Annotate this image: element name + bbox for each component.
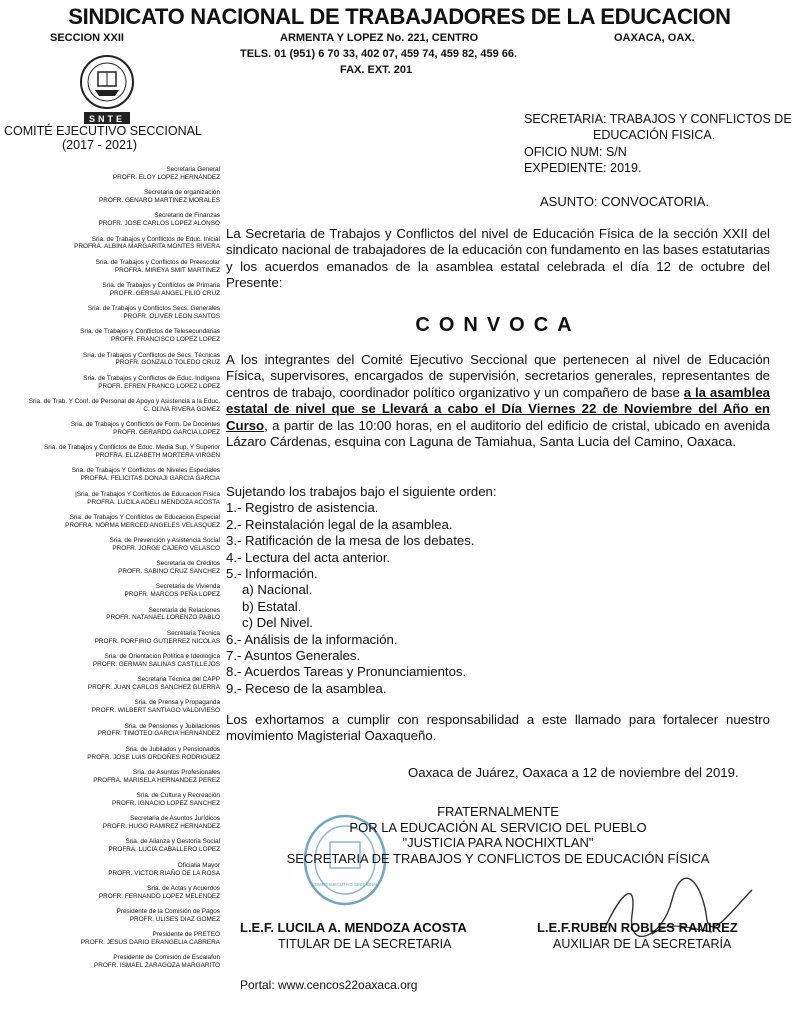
convocation-text-a: A los integrantes del Comité Ejecutivo Seccional que pertenecen al nivel de Educación Física, supervisores, encargados de supervisión, secretarios generales, representantes de centros de trabajo, coordinador político organizativo y un compañero de base: [226, 352, 770, 400]
signer-left-name: L.E.F. LUCILA A. MENDOZA ACOSTA: [240, 920, 467, 935]
member-name: PROFRA. MARISELA HERNANDEZ PEREZ: [93, 776, 220, 784]
convocation-text-c: , a partir de las 10:00 horas, en el auditorio del edificio de cristal, ubicado en avenida Lázaro Cárdenas, esquina con Laguna de Tamiahua, Santa Lucia del Camino, Oaxaca.: [226, 417, 770, 450]
committee-member: [4, 885, 220, 908]
convocation-highlight: a la asamblea estatal de nivel que se Llevará a cabo el Día Viernes 22 de Noviembre del Año en Curso: [226, 384, 770, 433]
committee-member: [4, 954, 220, 977]
member-name: PROFRA. MIREYA SMIT MARTINEZ: [114, 266, 220, 274]
member-role: Sria. de Actas y Acuerdos: [147, 884, 220, 892]
member-role: Secretaria General: [166, 166, 220, 173]
committee-member: [4, 444, 220, 467]
committee-member: [4, 189, 220, 212]
committee-member: [4, 792, 220, 815]
member-name: PROFR. JOSE CARLOS LOPEZ ALONSO: [98, 220, 220, 228]
committee-member: [4, 537, 220, 560]
committee-member: [4, 491, 220, 514]
member-role: Secretaria Técnica del CAPP: [137, 676, 220, 684]
committee-member-list: [4, 166, 220, 978]
member-name: PROFR. EFREN FRANCO LOPEZ LOPEZ: [98, 382, 220, 390]
city-line: OAXACA, OAX.: [614, 32, 695, 44]
committee-member: [4, 166, 220, 189]
agenda: [226, 484, 497, 697]
agenda-item: 2.- Reinstalación legal de la asamblea.: [226, 516, 453, 532]
committee-member: [4, 259, 220, 282]
committee-member: [4, 467, 220, 490]
member-name: PROFR. JESUS DARIO ERANGELIA CABRERA: [80, 939, 220, 947]
member-name: C. OLIVA RIVERA GOMEZ: [143, 405, 220, 413]
member-name: PROFR. WILBERT SANTIAGO VALDIVIESO: [91, 707, 220, 715]
agenda-item: 9.- Receso de la asamblea.: [226, 680, 387, 696]
member-name: PROFR. ISMAEL ZARAGOZA MARGARITO: [93, 962, 220, 970]
convocation-paragraph: [226, 352, 770, 450]
member-name: PROFR. GERSAI ANGEL FILIO CRUZ: [109, 289, 220, 297]
committee-member: [4, 328, 220, 351]
ref-secretaria-line1: SECRETARIA: TRABAJOS Y CONFLICTOS DE: [524, 112, 792, 126]
member-role: Secretaria de Créditos: [156, 560, 220, 568]
member-role: Sria. de Trabajos y Conflictos Secs. Generales: [87, 305, 220, 313]
committee-member: [4, 583, 220, 606]
committee-member: [4, 862, 220, 885]
ref-expediente: EXPEDIENTE: 2019.: [524, 161, 642, 175]
portal-link[interactable]: Portal: www.cencos22oaxaca.org: [240, 978, 418, 992]
ref-oficio: OFICIO NUM: S/N: [524, 145, 627, 159]
member-name: PROFR. ULISES DIAZ GOMEZ: [129, 915, 220, 923]
committee-member: [4, 560, 220, 583]
committee-member: [4, 699, 220, 722]
committee-member: [4, 421, 220, 444]
agenda-item: 4.- Lectura del acta anterior.: [226, 549, 391, 565]
agenda-intro: Sujetando los trabajos bajo el siguiente orden:: [226, 484, 497, 499]
committee-member: [4, 305, 220, 328]
member-name: PROFR. IGNACIO LOPEZ SANCHEZ: [112, 799, 220, 807]
phones-line: TELS. 01 (951) 6 70 33, 402 07, 459 74, 459 82, 459 66.: [240, 48, 518, 60]
member-role: Secretario de Finanzas: [154, 212, 220, 220]
agenda-subitem: a) Nacional.: [242, 582, 313, 598]
convoca-heading: CONVOCA: [415, 314, 581, 336]
member-name: PROFR. FERNANDO LOPEZ MELENDEZ: [98, 892, 220, 900]
member-role: Sria. de Asuntos Profesionales: [132, 768, 220, 776]
member-name: PROFR. GERARDO GARCIA LOPEZ: [113, 428, 220, 436]
date-line: Oaxaca de Juárez, Oaxaca a 12 de noviembre del 2019.: [408, 765, 739, 780]
member-name: PROFR. JUAN CARLOS SANCHEZ GUERRA: [87, 684, 220, 692]
committee-member: [4, 908, 220, 931]
committee-member: [4, 931, 220, 954]
committee-member: [4, 398, 220, 421]
committee-member: [4, 676, 220, 699]
member-role: Secretaria de Asuntos Jurídicos: [130, 815, 220, 823]
member-name: PROFRA. NORMA MERCED ANGELES VELASQUEZ: [65, 521, 220, 529]
agenda-item: 6.- Análisis de la información.: [226, 631, 398, 647]
member-role: Sria. de Trabajos y Conflictos de Educ. Indígena: [83, 374, 220, 382]
committee-title: COMITÉ EJECUTIVO SECCIONAL: [4, 124, 202, 138]
committee-member: [4, 212, 220, 235]
document-title: SINDICATO NACIONAL DE TRABAJADORES DE LA EDUCACION: [68, 4, 731, 29]
member-role: Presidente de la Comisión de Pagos: [116, 908, 220, 915]
member-role: Sria. de Prensa y Propaganda: [134, 699, 220, 707]
agenda-subitem: c) Del Nivel.: [242, 615, 314, 631]
agenda-item: 5.- Información.: [226, 566, 318, 582]
member-role: Oficialia Mayor: [177, 861, 220, 869]
member-name: PROFR. NATANAEL LORENZO PABLO: [106, 614, 220, 622]
member-role: Sria. de Trabajos y Conflictos de Primaria: [102, 281, 220, 289]
member-name: PROFRA. LUCIA CABALLERO LOPEZ: [108, 846, 220, 854]
intro-paragraph: La Secretaria de Trabajos y Conflictos del nivel de Educación Física de la sección XXII del sindicato nacional de trabajadores de la educación con fundamento en las bases estatutarias y los acuerdos emanados de la asamblea estatal celebrada el día 12 de octubre del Presente:: [226, 226, 770, 291]
member-role: |Sria. de Trabajos Y Conflictos de Educacion Física: [75, 490, 220, 498]
member-name: PROFR. JOSE LUIS ORDOÑES RODRIGUEZ: [87, 753, 220, 761]
committee-member: [4, 838, 220, 861]
member-role: Sria. de Trabajos y Conflictos de Educ. Media Sup. Y Superior: [44, 444, 220, 452]
member-role: Sria. de Trabajos y Conflictos de Educ. Inicial: [91, 235, 220, 243]
member-name: PROFR. HUGO RAMIREZ HERNANDEZ: [102, 823, 220, 831]
member-role: Secretaria de organización: [143, 189, 220, 197]
signature-header: [226, 804, 770, 866]
member-role: Presidente de PRETEO: [152, 931, 220, 939]
committee-member: [4, 769, 220, 792]
address-line: ARMENTA Y LOPEZ No. 221, CENTRO: [280, 32, 479, 44]
agenda-subitem: b) Estatal.: [242, 598, 302, 614]
member-name: PROFRA. FELICITAS DONAJI GARCIA GARCIA: [80, 475, 220, 483]
committee-member: [4, 653, 220, 676]
agenda-item: 8.- Acuerdos Tareas y Pronunciamientos.: [226, 664, 467, 680]
sign-line-motto: POR LA EDUCACIÓN AL SERVICIO DEL PUEBLO: [349, 819, 647, 835]
committee-member: [4, 630, 220, 653]
member-role: Sria. de Trabajos y Conflictos de Preescolar: [95, 258, 220, 266]
member-name: PROFR. MARCOS PEÑA LOPEZ: [124, 591, 220, 599]
committee-member: [4, 815, 220, 838]
signer-right-role: AUXILIAR DE LA SECRETARÍA: [553, 937, 732, 951]
member-role: Sria. de Cultura y Recreación: [136, 792, 220, 800]
member-name: PROFR. GENARO MARTINEZ MORALES: [99, 197, 220, 205]
committee-member: [4, 607, 220, 630]
member-role: Sria. de Trabajos y Conflictos de Telesecundarias: [80, 328, 220, 336]
committee-member: [4, 723, 220, 746]
signer-right-name: L.E.F.RUBEN ROBLES RAMIREZ: [537, 920, 738, 935]
agenda-item: 3.- Ratificación de la mesa de los debates.: [226, 533, 475, 549]
agenda-item: 1.- Registro de asistencia.: [226, 500, 379, 516]
agenda-items: [226, 500, 497, 697]
committee-member: [4, 746, 220, 769]
member-name: PROFR. PORFIRIO GUTIERREZ NICOLAS: [94, 637, 220, 645]
committee-member: [4, 236, 220, 259]
member-role: Sria. de Trabajos Y Conflictos de Educacion Especial: [69, 513, 220, 521]
member-name: PROFR. TIMOTEO GARCIA HERNANDEZ: [97, 730, 220, 738]
member-name: PROFR. ELOY LOPEZ HERNANDEZ: [112, 173, 220, 181]
section-label: SECCION XXII: [50, 32, 124, 44]
logo-text: SNTE: [88, 114, 126, 124]
member-role: Sria. de Prevención y Asistencia Social: [109, 537, 220, 544]
member-name: PROFR. VICTOR RIAÑO DE LA ROSA: [108, 869, 220, 877]
member-role: Secretaria Técnica: [166, 629, 220, 637]
ref-secretaria-line2: EDUCACIÓN FISICA.: [593, 128, 716, 142]
closing-paragraph: Los exhortamos a cumplir con responsabilidad a este llamado para fortalecer nuestro movimiento Magisterial Oaxaqueño.: [226, 712, 770, 744]
committee-years: (2017 - 2021): [62, 138, 138, 152]
member-name: PROFR. GONZALO TOLEDO CRUZ: [115, 359, 220, 367]
member-role: Sria. de Jubilados y Pensionados: [125, 745, 220, 753]
member-name: PROFR. JORGE CAJERO VELASCO: [112, 544, 220, 552]
member-role: Presidente de Comisión de Escalafon: [113, 954, 220, 962]
signer-left-role: TITULAR DE LA SECRETARIA: [278, 937, 452, 951]
member-name: PROFRA. ALBINA MARGARITA MONTES RIVERA: [74, 243, 220, 251]
member-name: PROFRA. ELIZABETH MORTERA VIRGEN: [95, 452, 220, 460]
agenda-item: 7.- Asuntos Generales.: [226, 648, 361, 664]
committee-member: [4, 352, 220, 375]
member-role: Sria. de Trabajos Y Conflictos de Niveles Especiales: [71, 467, 220, 475]
member-name: PROFR. FRANCISCO LOPEZ LOPEZ: [110, 336, 220, 344]
member-role: Secretaria de Vivienda: [155, 583, 220, 591]
member-role: Sria. de Trabajos y Conflictos de Secs. Técnicas: [83, 351, 220, 359]
member-role: Sria. de Pensiones y Jubilaciones: [124, 722, 220, 730]
committee-header: [0, 124, 215, 152]
stamp-text: COMITÉ EJECUTIVO SECCIONAL: [311, 882, 379, 887]
sign-line-secretaria: SECRETARIA DE TRABAJOS Y CONFLICTOS DE EDUCACIÓN FÍSICA: [286, 850, 710, 866]
committee-member: [4, 282, 220, 305]
member-role: Sria. de Trabajos y Conflictos de Form. De Docentes: [70, 421, 220, 429]
member-role: Sria. de Alianza y Gestoria Social: [125, 838, 220, 846]
committee-member: [4, 375, 220, 398]
member-name: PROFR. GERMAN SALINAS CASTILLEJOS: [92, 660, 220, 668]
member-role: Sria. de Trab. Y Conf. de Personal de Apoyo y Asistencia a la Educ.: [28, 397, 220, 405]
member-role: Secretaria de Relaciones: [148, 606, 220, 614]
member-name: PROFRA. LUCILA ADELI MENDOZA ACOSTA: [87, 498, 220, 506]
sign-line-fraternal: FRATERNALMENTE: [437, 804, 559, 819]
member-role: Sria. de Orientación Política e Ideológica: [104, 652, 220, 660]
member-name: PROFR. SABINO CRUZ SANCHEZ: [118, 568, 220, 576]
ref-asunto: ASUNTO: CONVOCATORIA.: [540, 194, 710, 209]
sign-line-justicia: "JUSTICIA PARA NOCHIXTLAN": [402, 835, 594, 850]
member-name: PROFR. OLIVER LEON SANTOS: [123, 313, 220, 321]
committee-member: [4, 514, 220, 537]
fax-line: FAX. EXT. 201: [340, 64, 413, 76]
union-logo: [62, 52, 152, 128]
